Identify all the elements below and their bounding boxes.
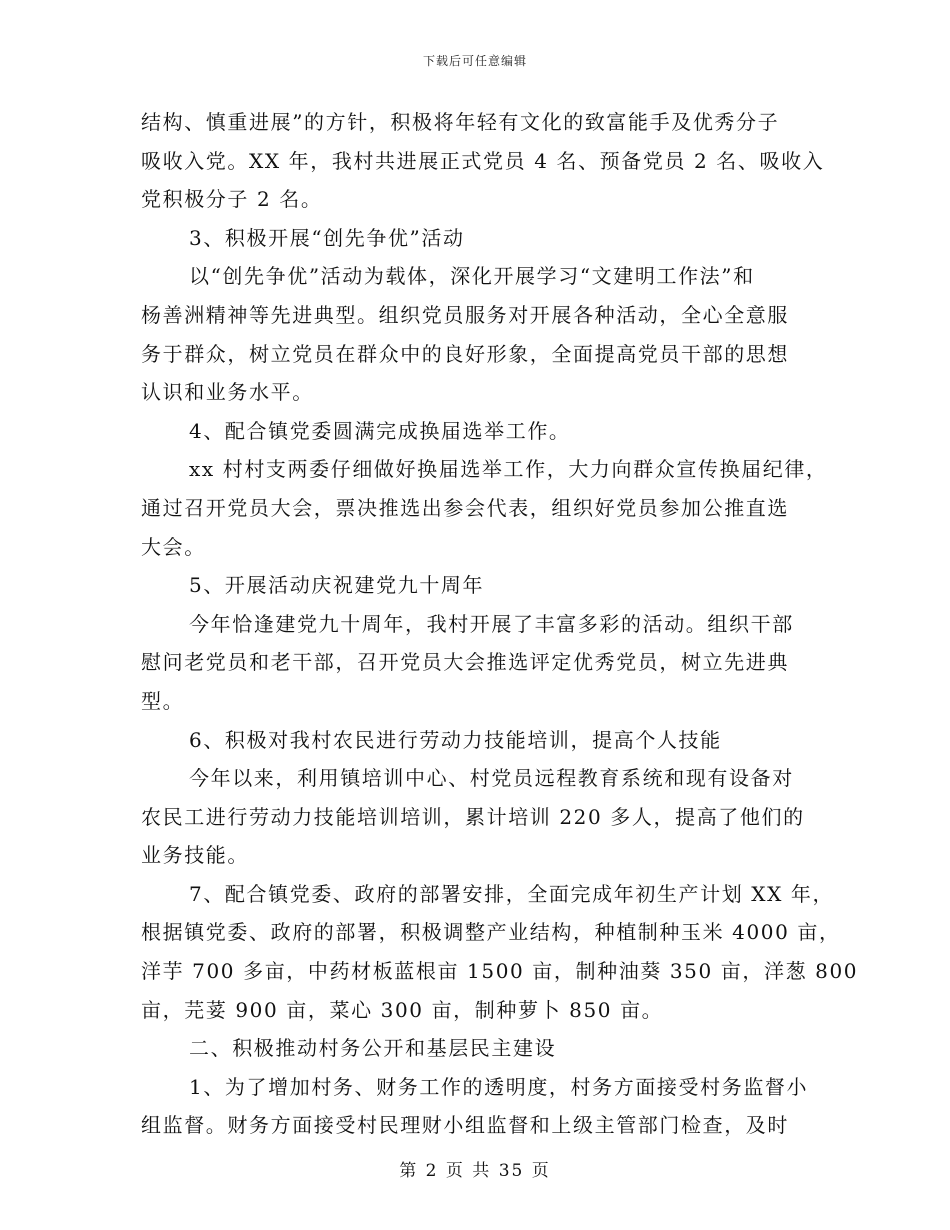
body-line: 今年以来，利用镇培训中心、村党员远程教育系统和现有设备对 <box>189 766 794 791</box>
body-line: 洋芋 700 多亩，中药材板蓝根亩 1500 亩，制种油葵 350 亩，洋葱 800 <box>141 959 859 984</box>
body-line: xx 村村支两委仔细做好换届选举工作，大力向群众宣传换届纪律， <box>189 457 828 482</box>
section-heading: 3、积极开展“创先争优”活动 <box>189 225 465 250</box>
body-line: 务于群众，树立党员在群众中的良好形象，全面提高党员干部的思想 <box>141 341 789 366</box>
body-line: 大会。 <box>141 534 206 559</box>
page-footer: 第 2 页 共 35 页 <box>399 1161 551 1181</box>
body-line: 亩，芫荽 900 亩，菜心 300 亩，制种萝卜 850 亩。 <box>141 997 664 1022</box>
body-line: 通过召开党员大会，票决推选出参会代表，组织好党员参加公推直选 <box>141 495 789 520</box>
section-heading: 5、开展活动庆祝建党九十周年 <box>189 573 485 598</box>
section-heading: 7、配合镇党委、政府的部署安排，全面完成年初生产计划 XX 年， <box>189 881 835 906</box>
body-line: 认识和业务水平。 <box>141 380 314 405</box>
body-line: 1、为了增加村务、财务工作的透明度，村务方面接受村务监督小 <box>189 1074 809 1099</box>
body-line: 党积极分子 2 名。 <box>141 187 323 212</box>
section-heading: 6、积极对我村农民进行劳动力技能培训，提高个人技能 <box>189 727 722 752</box>
body-line: 结构、慎重进展”的方针，积极将年轻有文化的致富能手及优秀分子 <box>141 110 780 134</box>
section-heading: 4、配合镇党委圆满完成换届选举工作。 <box>189 418 571 443</box>
page-header: 下载后可任意编辑 <box>422 54 527 68</box>
section-heading: 二、积极推动村务公开和基层民主建设 <box>189 1036 557 1061</box>
body-line: 吸收入党。XX 年，我村共进展正式党员 4 名、预备党员 2 名、吸收入 <box>141 148 825 173</box>
body-line: 根据镇党委、政府的部署，积极调整产业结构，种植制种玉米 4000 亩， <box>141 920 841 945</box>
body-line: 杨善洲精神等先进典型。组织党员服务对开展各种活动，全心全意服 <box>141 302 789 327</box>
body-line: 业务技能。 <box>141 843 249 868</box>
document-body <box>141 103 859 1145</box>
body-line: 型。 <box>141 688 185 713</box>
body-line: 以“创先争优”活动为载体，深化开展学习“文建明工作法”和 <box>189 264 755 289</box>
body-line: 组监督。财务方面接受村民理财小组监督和上级主管部门检查，及时 <box>141 1113 789 1138</box>
body-line: 今年恰逢建党九十周年，我村开展了丰富多彩的活动。组织干部 <box>189 611 794 636</box>
body-line: 慰问老党员和老干部，召开党员大会推选评定优秀党员，树立先进典 <box>141 650 789 675</box>
body-line: 农民工进行劳动力技能培训培训，累计培训 220 多人，提高了他们的 <box>141 804 805 829</box>
